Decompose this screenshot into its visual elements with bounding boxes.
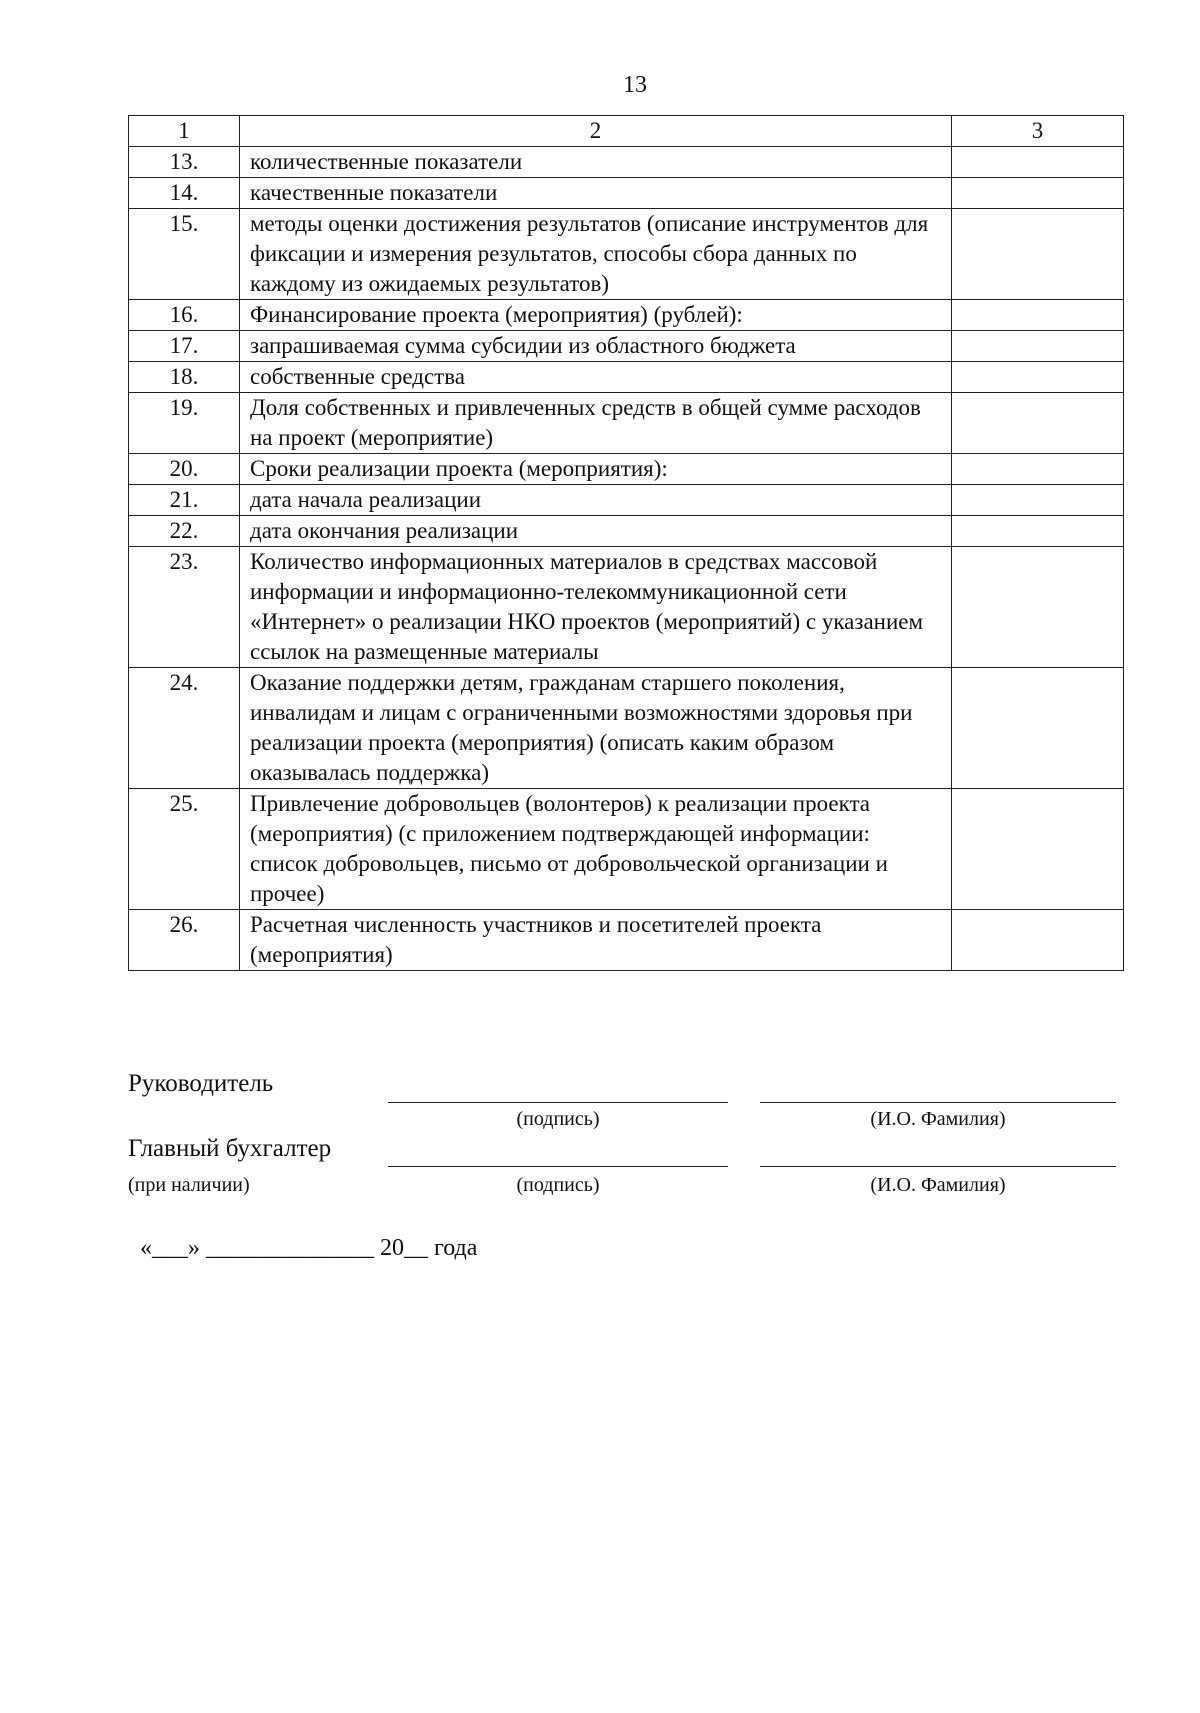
row-value-cell[interactable] xyxy=(952,178,1124,209)
table-row xyxy=(129,454,1124,485)
table-row xyxy=(129,516,1124,547)
row-number: 15. xyxy=(129,209,240,300)
row-value-cell[interactable] xyxy=(952,331,1124,362)
row-text: дата начала реализации xyxy=(240,485,952,516)
header-col-1: 1 xyxy=(129,116,240,147)
report-table xyxy=(128,115,1124,971)
row-value-cell[interactable] xyxy=(952,910,1124,971)
table-row xyxy=(129,147,1124,178)
table-row xyxy=(129,910,1124,971)
chief-accountant-signature-caption: (подпись) xyxy=(516,1174,600,1196)
row-value-cell[interactable] xyxy=(952,362,1124,393)
chief-accountant-label: Главный бухгалтер xyxy=(128,1135,332,1162)
chief-accountant-name-caption: (И.О. Фамилия) xyxy=(870,1174,1006,1196)
row-value-cell[interactable] xyxy=(952,516,1124,547)
row-text: дата окончания реализации xyxy=(240,516,952,547)
row-value-cell[interactable] xyxy=(952,300,1124,331)
row-value-cell[interactable] xyxy=(952,668,1124,789)
row-text: Сроки реализации проекта (мероприятия): xyxy=(240,454,952,485)
table-header-row xyxy=(129,116,1124,147)
row-value-cell[interactable] xyxy=(952,547,1124,668)
row-text: Расчетная численность участников и посетителей проекта (мероприятия) xyxy=(240,910,952,971)
table-row xyxy=(129,668,1124,789)
row-text: Оказание поддержки детям, гражданам старшего поколения, инвалидам и лицам с ограниченными возможностями здоровья при реализации проекта (мероприятия) (описать каким образом оказывалась поддержка) xyxy=(240,668,952,789)
chief-accountant-note: (при наличии) xyxy=(128,1174,250,1196)
row-text: качественные показатели xyxy=(240,178,952,209)
row-value-cell[interactable] xyxy=(952,789,1124,910)
head-name-line[interactable] xyxy=(760,1102,1116,1103)
row-value-cell[interactable] xyxy=(952,454,1124,485)
row-number: 25. xyxy=(129,789,240,910)
row-number: 19. xyxy=(129,393,240,454)
row-number: 21. xyxy=(129,485,240,516)
row-value-cell[interactable] xyxy=(952,147,1124,178)
header-col-2: 2 xyxy=(240,116,952,147)
head-signature-line[interactable] xyxy=(388,1102,728,1103)
row-number: 14. xyxy=(129,178,240,209)
table-row xyxy=(129,300,1124,331)
head-label: Руководитель xyxy=(128,1070,274,1097)
row-value-cell[interactable] xyxy=(952,209,1124,300)
row-number: 23. xyxy=(129,547,240,668)
table-row xyxy=(129,789,1124,910)
row-number: 18. xyxy=(129,362,240,393)
row-value-cell[interactable] xyxy=(952,393,1124,454)
row-text: Привлечение добровольцев (волонтеров) к реализации проекта (мероприятия) (с приложением подтверждающей информации: список добровольцев, письмо от добровольческой организации и прочее) xyxy=(240,789,952,910)
row-text: Количество информационных материалов в средствах массовой информации и информационно-телекоммуникационной сети «Интернет» о реализации НКО проектов (мероприятий) с указанием ссылок на размещенные материалы xyxy=(240,547,952,668)
table-row xyxy=(129,209,1124,300)
row-number: 16. xyxy=(129,300,240,331)
row-text: Доля собственных и привлеченных средств в общей сумме расходов на проект (мероприятие) xyxy=(240,393,952,454)
row-number: 24. xyxy=(129,668,240,789)
table-row xyxy=(129,485,1124,516)
row-text: запрашиваемая сумма субсидии из областного бюджета xyxy=(240,331,952,362)
row-number: 13. xyxy=(129,147,240,178)
row-text: количественные показатели xyxy=(240,147,952,178)
table-row xyxy=(129,362,1124,393)
head-name-caption: (И.О. Фамилия) xyxy=(870,1108,1006,1130)
chief-accountant-name-line[interactable] xyxy=(760,1166,1116,1167)
table-row xyxy=(129,331,1124,362)
table-row xyxy=(129,393,1124,454)
row-text: Финансирование проекта (мероприятия) (рублей): xyxy=(240,300,952,331)
table-row xyxy=(129,178,1124,209)
page-number: 13 xyxy=(623,72,647,98)
table-row xyxy=(129,547,1124,668)
date-line[interactable]: «___» ______________ 20__ года xyxy=(140,1235,478,1261)
head-signature-caption: (подпись) xyxy=(516,1108,600,1130)
chief-accountant-signature-line[interactable] xyxy=(388,1166,728,1167)
header-col-3: 3 xyxy=(952,116,1124,147)
row-number: 20. xyxy=(129,454,240,485)
row-text: собственные средства xyxy=(240,362,952,393)
row-number: 17. xyxy=(129,331,240,362)
row-number: 26. xyxy=(129,910,240,971)
row-text: методы оценки достижения результатов (описание инструментов для фиксации и измерения результатов, способы сбора данных по каждому из ожидаемых результатов) xyxy=(240,209,952,300)
row-number: 22. xyxy=(129,516,240,547)
row-value-cell[interactable] xyxy=(952,485,1124,516)
